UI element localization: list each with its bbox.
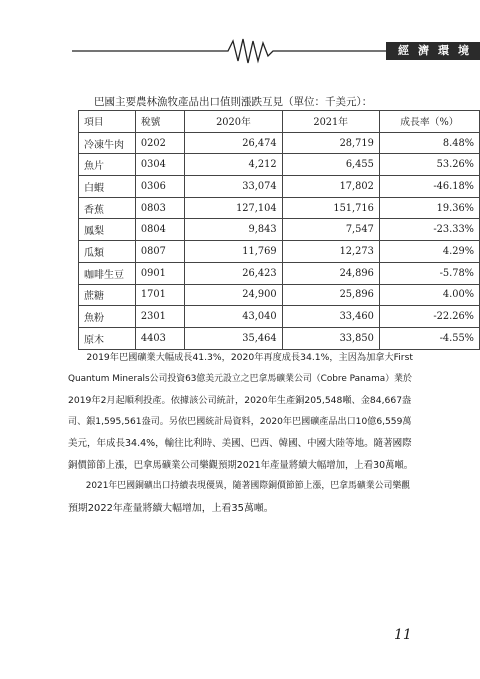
growth-rate-cell: 19.36% xyxy=(379,197,479,219)
text-line: 2019年2月起順利投產。依據該公司統計，2020年生產銅205,548噸、金84,667盎 xyxy=(68,395,412,406)
table-row xyxy=(79,306,480,328)
tariff-code-cell: 0803 xyxy=(135,197,184,219)
tariff-code-cell: 0901 xyxy=(135,262,184,284)
value-2020-cell: 11,769 xyxy=(185,241,282,263)
growth-rate-cell: 53.26% xyxy=(379,154,479,176)
table-row xyxy=(79,197,480,219)
item-cell: 白蝦 xyxy=(79,176,136,198)
table-header-row xyxy=(79,111,480,133)
export-table xyxy=(78,110,480,350)
column-header: 稅號 xyxy=(135,111,184,133)
table-row xyxy=(79,262,480,284)
text-line: Quantum Minerals公司投資63億美元設立之巴拿馬礦業公司（Cobre Panama）業於 xyxy=(68,373,412,384)
text-line: 2019年巴國礦業大幅成長41.3%，2020年再度成長34.1%，主因為加拿大First xyxy=(68,352,413,363)
tariff-code-cell: 0804 xyxy=(135,219,184,241)
text-line: 司、銀1,595,561盎司。另依巴國統計局資料，2020年巴國礦產品出口10億6,559萬 xyxy=(68,416,412,427)
paragraph xyxy=(68,476,414,519)
growth-rate-cell: -23.33% xyxy=(379,219,479,241)
tariff-code-cell: 0202 xyxy=(135,132,184,154)
tariff-code-cell: 0304 xyxy=(135,154,184,176)
table-caption: 巴國主要農林漁牧產品出口值則漲跌互見（單位：千美元）： xyxy=(94,96,373,108)
text-line: 預期2022年產量將續大幅增加，上看35萬噸。 xyxy=(68,502,274,514)
item-cell: 蔗糖 xyxy=(79,284,136,306)
value-2021-cell: 17,802 xyxy=(282,176,379,198)
value-2021-cell: 12,273 xyxy=(282,241,379,263)
value-2020-cell: 43,040 xyxy=(185,306,282,328)
table-row xyxy=(79,132,480,154)
tariff-code-cell: 4403 xyxy=(135,327,184,349)
value-2021-cell: 33,460 xyxy=(282,306,379,328)
value-2021-cell: 6,455 xyxy=(282,154,379,176)
value-2020-cell: 9,843 xyxy=(185,219,282,241)
text-line: 美元，年成長34.4%，輸往比利時、美國、巴西、韓國、中國大陸等地。隨著國際 xyxy=(68,438,412,449)
value-2020-cell: 35,464 xyxy=(185,327,282,349)
section-title: 經濟環境 xyxy=(386,42,480,60)
growth-rate-cell: -5.78% xyxy=(379,262,479,284)
tariff-code-cell: 2301 xyxy=(135,306,184,328)
value-2021-cell: 151,716 xyxy=(282,197,379,219)
table-row xyxy=(79,176,480,198)
item-cell: 魚粉 xyxy=(79,306,136,328)
page-header xyxy=(72,36,478,66)
value-2020-cell: 127,104 xyxy=(185,197,282,219)
value-2021-cell: 33,850 xyxy=(282,327,379,349)
item-cell: 魚片 xyxy=(79,154,136,176)
value-2021-cell: 28,719 xyxy=(282,132,379,154)
item-cell: 鳳梨 xyxy=(79,219,136,241)
table-row xyxy=(79,154,480,176)
growth-rate-cell: 8.48% xyxy=(379,132,479,154)
column-header: 項目 xyxy=(79,111,136,133)
value-2021-cell: 25,896 xyxy=(282,284,379,306)
table-row xyxy=(79,241,480,263)
item-cell: 瓜類 xyxy=(79,241,136,263)
column-header: 成長率（%） xyxy=(379,111,479,133)
tariff-code-cell: 0306 xyxy=(135,176,184,198)
text-line: 銅價節節上漲，巴拿馬礦業公司樂觀預期2021年產量將續大幅增加，上看30萬噸。 xyxy=(68,459,414,471)
growth-rate-cell: -46.18% xyxy=(379,176,479,198)
tariff-code-cell: 1701 xyxy=(135,284,184,306)
table-row xyxy=(79,284,480,306)
value-2020-cell: 24,900 xyxy=(185,284,282,306)
tariff-code-cell: 0807 xyxy=(135,241,184,263)
table-row xyxy=(79,219,480,241)
value-2020-cell: 4,212 xyxy=(185,154,282,176)
heartbeat-line-icon xyxy=(72,36,392,66)
value-2020-cell: 33,074 xyxy=(185,176,282,198)
item-cell: 咖啡生豆 xyxy=(79,262,136,284)
value-2020-cell: 26,474 xyxy=(185,132,282,154)
column-header: 2020年 xyxy=(185,111,282,133)
growth-rate-cell: -22.26% xyxy=(379,306,479,328)
growth-rate-cell: 4.00% xyxy=(379,284,479,306)
value-2021-cell: 24,896 xyxy=(282,262,379,284)
paragraph xyxy=(68,347,414,476)
value-2021-cell: 7,547 xyxy=(282,219,379,241)
column-header: 2021年 xyxy=(282,111,379,133)
item-cell: 冷凍牛肉 xyxy=(79,132,136,154)
value-2020-cell: 26,423 xyxy=(185,262,282,284)
table-row xyxy=(79,327,480,349)
item-cell: 香蕉 xyxy=(79,197,136,219)
page-number: 11 xyxy=(394,627,412,643)
text-line: 2021年巴國銅礦出口持續表現優異，隨著國際銅價節節上漲，巴拿馬礦業公司樂觀 xyxy=(68,481,411,491)
item-cell: 原木 xyxy=(79,327,136,349)
growth-rate-cell: -4.55% xyxy=(379,327,479,349)
growth-rate-cell: 4.29% xyxy=(379,241,479,263)
